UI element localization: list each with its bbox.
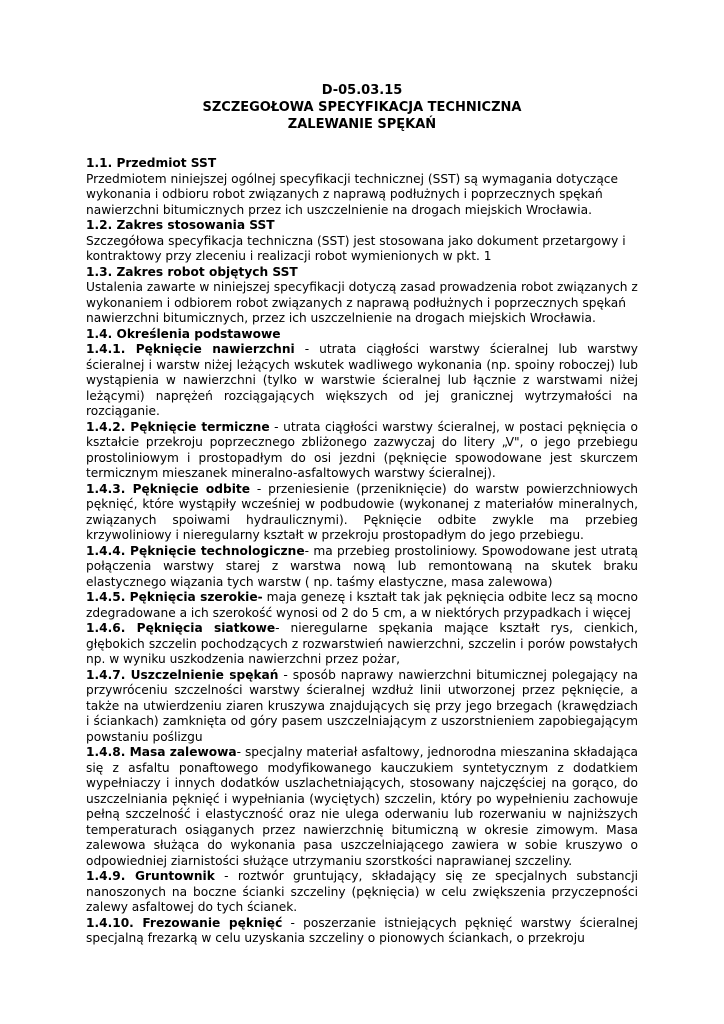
section-1-1-title: 1.1. Przedmiot SST	[86, 156, 217, 170]
definition-1-4-1	[86, 342, 638, 420]
section-1-3-title: 1.3. Zakres robot objętych SST	[86, 264, 298, 279]
definition-text: - poszerzanie istniejących pęknięć warstwy ścieralnej specjalną frezarką w celu uzyskania szczeliny o pionowych ściankach, o przekroju	[86, 915, 638, 945]
definition-1-4-2	[86, 420, 638, 482]
definition-text: - utrata ciągłości warstwy ścieralnej lub warstwy ścieralnej i warstw niżej leżących wskutek wadliwego wykonania (np. spoiny roboczej) lub wystąpienia w nawierzchni (tylko w warstwie ścieralnej lub łącznie z warstwami niżej leżącymi) naprężeń rozciągających większych od jej granicznej wytrzymałości na rozciąganie.	[86, 342, 638, 418]
definition-text: - utrata ciągłości warstwy ścieralnej, w postaci pęknięcia o kształcie przekroju poprzecznego zbliżonego zazwyczaj do litery „V", o jego przebiegu prostoliniowym i prostopadłym do osi jezdni (pęknięcie spowodowane jest skurczem termicznym mieszanek mineralno-asfaltowych warstwy ścieralnej).	[86, 419, 638, 480]
definition-term: 1.4.6. Pęknięcia siatkowe	[86, 621, 276, 635]
definition-1-4-8	[86, 745, 638, 869]
definition-term: 1.4.3. Pęknięcie odbite	[86, 481, 250, 496]
document-code: D-05.03.15	[321, 83, 403, 98]
definition-term: 1.4.1. Pęknięcie nawierzchni	[86, 342, 295, 356]
definition-text: - przeniesienie (przeniknięcie) do warstw powierzchniowych pęknięć, które wystąpiły wcześniej w podbudowie (wykonanej z materiałów mineralnych, związanych spoiwami hydraulicznymi). Pęknięcie odbite zwykle ma przebieg krzywoliniowy i nieregularny kształt w przekroju prostopadłym do jego przebiegu.	[86, 481, 638, 542]
definition-1-4-7	[86, 668, 638, 746]
section-1-1-text: Przedmiotem niniejszej ogólnej specyfikacji technicznej (SST) są wymagania dotyczące wykonania i odbioru robot związanych z naprawą podłużnych i poprzecznych spękań nawierzchni bitumicznych przez ich uszczelnienie na drogach miejskich Wrocławia.	[86, 171, 618, 217]
section-1-2-text: Szczegółowa specyfikacja techniczna (SST) jest stosowana jako dokument przetargowy i kontraktowy przy zleceniu i realizacji robot wymienionych w pkt. 1	[86, 233, 626, 263]
document-title: SZCZEGOŁOWA SPECYFIKACJA TECHNICZNA	[202, 100, 522, 115]
definition-text: - specjalny materiał asfaltowy, jednorodna mieszanina składająca się z asfaltu ponaftowego modyfikowanego kauczukiem syntetycznym z dodatkiem wypełniaczy i innych dodatków uszlachetniających, stosowany najczęściej na gorąco, do uszczelniania pęknięć i wypełniania (wyciętych) szczelin, który po wypełnieniu zachowuje pełną szczelność i elastyczność oraz nie ulega oderwaniu lub rozerwaniu w najniższych temperaturach osiąganych przez nawierzchnię bitumiczną w okresie zimowym. Masa zalewowa służąca do wykonania pasa uszczelniającego zawiera w sobie kruszywo o odpowiedniej ziarnistości służące utrzymaniu szorstkości naprawianej szczeliny.	[86, 745, 638, 868]
definition-text: maja genezę i kształt tak jak pęknięcia odbite lecz są mocno zdegradowane a ich szerokość wynosi od 2 do 5 cm, a w niektórych przypadkach i więcej	[86, 590, 638, 620]
definition-text: - nieregularne spękania mające kształt rys, cienkich, głębokich szczelin pochodzących z rozwarstwień nawierzchni, szczelin i porów powstałych np. w wyniku uszkodzenia nawierzchni przez pożar,	[86, 621, 638, 666]
definition-text: - roztwór gruntujący, składający się ze specjalnych substancji nanoszonych na boczne ścianki szczeliny (pęknięcia) w celu zwiększenia przyczepności zalewy asfaltowej do tych ścianek.	[86, 869, 638, 914]
definition-term: 1.4.5. Pęknięcia szerokie-	[86, 590, 263, 604]
document-subtitle: ZALEWANIE SPĘKAŃ	[287, 117, 437, 132]
definition-term: 1.4.8. Masa zalewowa	[86, 745, 237, 759]
section-1-4-title: 1.4. Określenia podstawowe	[86, 326, 281, 341]
definition-1-4-3	[86, 482, 638, 544]
section-1-2-title: 1.2. Zakres stosowania SST	[86, 218, 275, 232]
definition-term: 1.4.4. Pęknięcie technologiczne	[86, 543, 305, 558]
definition-1-4-10	[86, 916, 638, 947]
document-body	[86, 156, 638, 947]
definition-1-4-4	[86, 544, 638, 591]
definition-term: 1.4.7. Uszczelnienie spękań	[86, 667, 279, 682]
definition-text: - sposób naprawy nawierzchni bitumicznej polegający na przywróceniu szczelności warstwy ścieralnej wzdłuż linii utworzonej przez pęknięcie, a także na utwierdzeniu ziaren kruszywa znajdujących się przy jego brzegach (krawędziach i ściankach) zamknięta od góry pasem uszczelniającym z uszorstnieniem zapobiegającym powstaniu poślizgu	[86, 667, 639, 744]
definition-text: - ma przebieg prostoliniowy. Spowodowane jest utratą połączenia warstwy starej z warstwa nową lub remontowaną na skutek braku elastycznego wiązania tych warstw ( np. taśmy elastyczne, masa zalewowa)	[86, 543, 638, 589]
definition-term: 1.4.10. Frezowanie pęknięć	[86, 915, 283, 930]
definition-1-4-5	[86, 590, 638, 621]
section-1-3-text: Ustalenia zawarte w niniejszej specyfikacji dotyczą zasad prowadzenia robot związanych z wykonaniem i odbiorem robot związanych z naprawą podłużnych i poprzecznych spękań nawierzchni bitumicznych, przez ich uszczelnienie na drogach miejskich Wrocławia.	[86, 280, 638, 325]
document-header	[86, 82, 638, 133]
definition-term: 1.4.2. Pęknięcie termiczne	[86, 419, 270, 434]
definition-1-4-6	[86, 621, 638, 668]
definition-1-4-9	[86, 869, 638, 916]
definition-term: 1.4.9. Gruntownik	[86, 869, 215, 883]
